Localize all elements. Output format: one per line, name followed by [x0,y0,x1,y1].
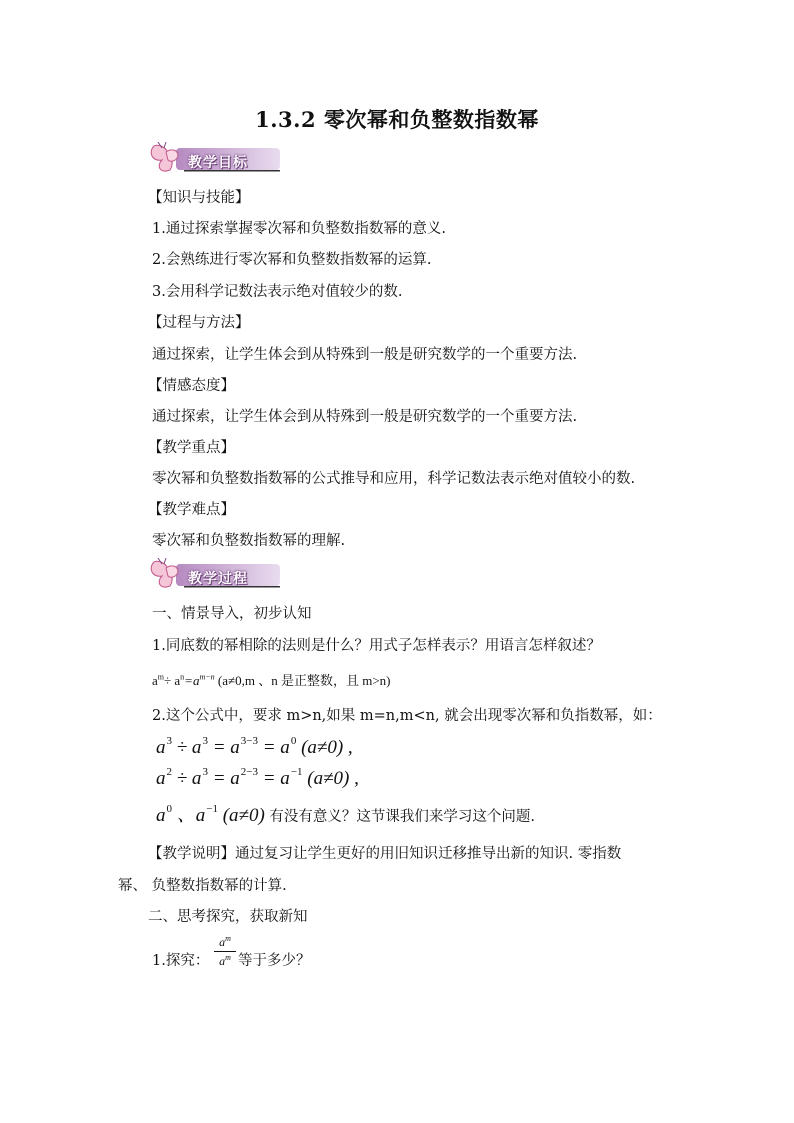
question-2: 2.这个公式中，要求 m>n,如果 m=n,m<n, 就会出现零次幂和负指数幂，如： [152,708,662,724]
explore-prefix: 1.探究： [152,953,210,969]
section-badge-goals [148,142,282,176]
knowledge-header: 【知识与技能】 [148,190,250,206]
badge-label: 教学目标 [188,155,248,171]
attitude-text: 通过探索，让学生体会到从特殊到一般是研究数学的一个重要方法. [152,409,578,425]
method-header: 【过程与方法】 [148,315,250,331]
question-1: 1.同底数的幂相除的法则是什么？用式子怎样表示？用语言怎样叙述？ [152,638,601,654]
knowledge-item-2: 2.会熟练进行零次幂和负整数指数幂的运算. [152,252,432,268]
key-header: 【教学重点】 [148,440,235,456]
explore-suffix: 等于多少？ [238,953,311,969]
teaching-note-line-2: 幂、 负整数指数幂的计算. [118,878,287,894]
page-title: 1.3.2 零次幂和负整数指数幂 [255,107,539,132]
knowledge-item-3: 3.会用科学记数法表示绝对值较少的数. [152,284,403,300]
step1-heading: 一、情景导入，初步认知 [152,606,312,622]
attitude-header: 【情感态度】 [148,378,235,394]
equation-question-line: $a^0$ 、$a^{-1}$ (a≠0) 有没有意义？这节课我们来学习这个问题. [156,803,536,826]
step2-heading: 二、思考探究，获取新知 [148,909,308,925]
division-rule-formula: $a^m\div a^n=a^{m-n}$ (a≠0,m 、n 是正整数，且 m>n) [152,672,391,688]
section-badge-process [148,558,282,592]
fraction-am-over-am: $\frac{a^m}{a^m}$ [214,934,236,969]
key-text: 零次幂和负整数指数幂的公式推导和应用，科学记数法表示绝对值较小的数. [152,471,636,487]
badge-label: 教学过程 [188,571,248,587]
knowledge-item-1: 1.通过探索掌握零次幂和负整数指数幂的意义. [152,221,446,237]
equation-negative-power: $a^2 \div a^3 = a^{2-3} = a^{-1}$ (a≠0) , [156,766,359,789]
method-text: 通过探索，让学生体会到从特殊到一般是研究数学的一个重要方法. [152,347,578,363]
difficulty-text: 零次幂和负整数指数幂的理解. [152,533,346,549]
equation-zero-power: $a^3 \div a^3 = a^{3-3} = a^0$ (a≠0) , [156,735,353,758]
teaching-note-line-1: 【教学说明】通过复习让学生更好的用旧知识迁移推导出新的知识. 零指数 [148,846,622,862]
difficulty-header: 【教学难点】 [148,502,235,518]
